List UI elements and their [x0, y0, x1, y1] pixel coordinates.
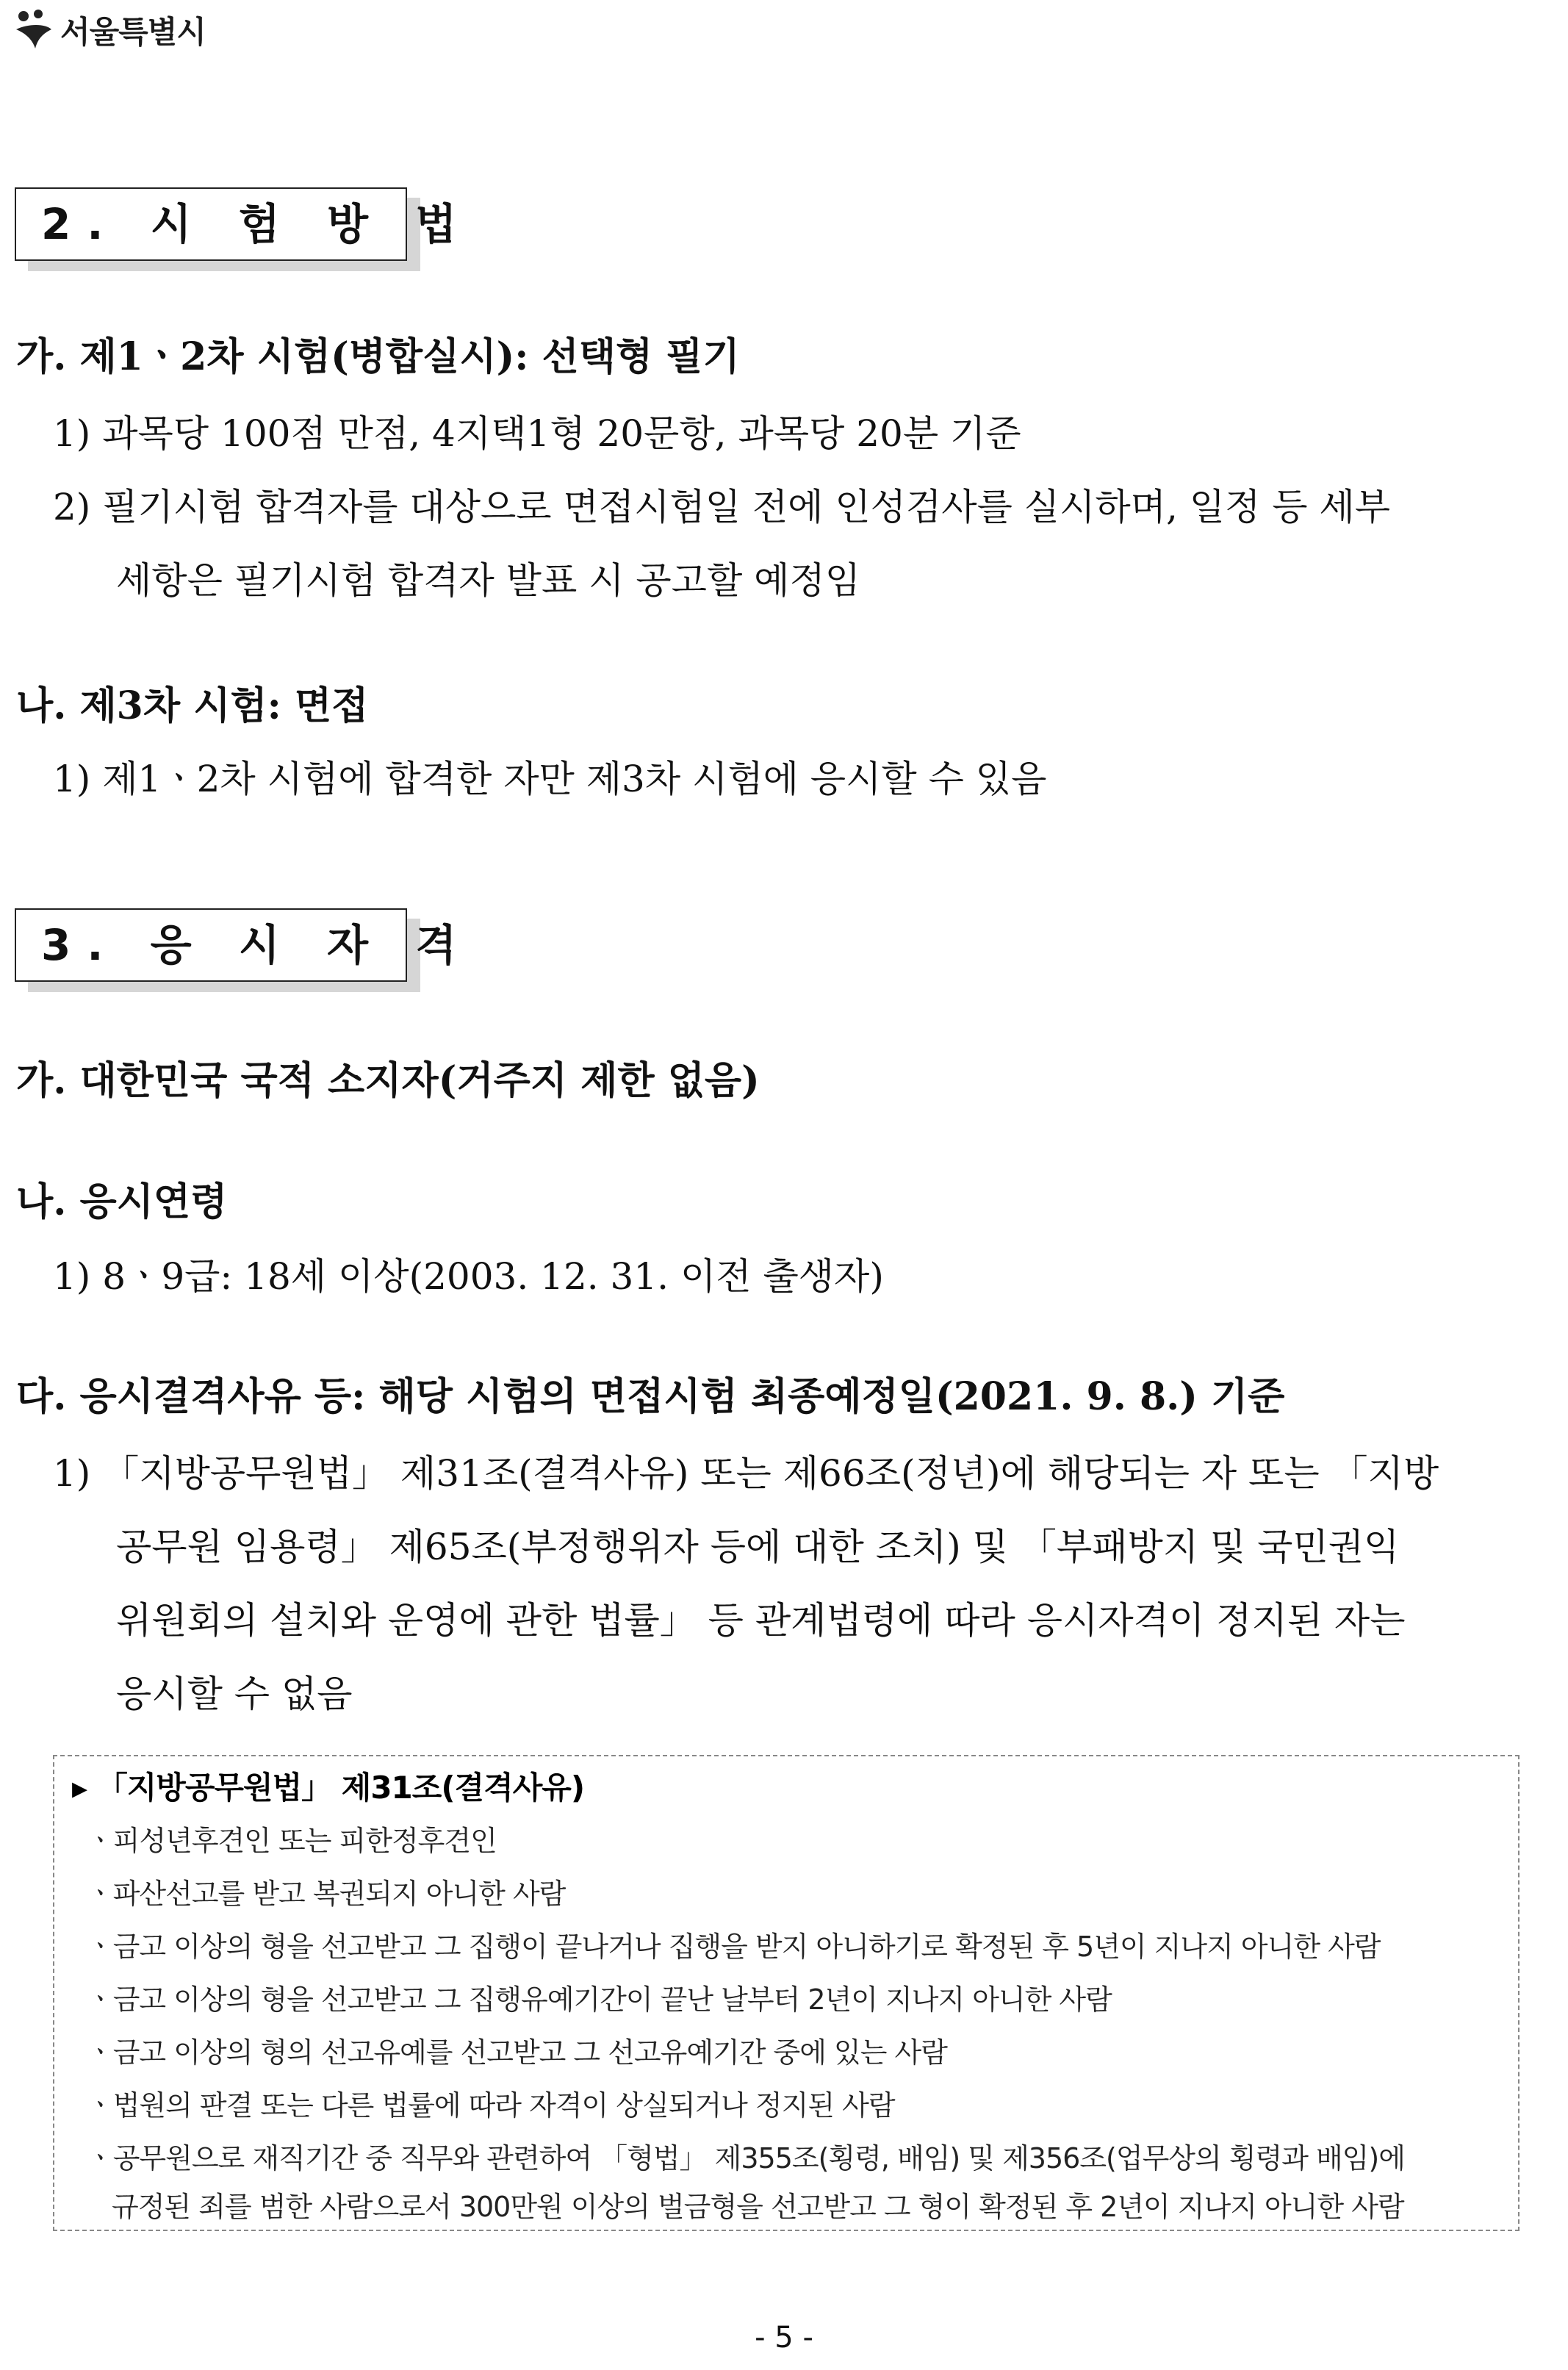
note-item: ㆍ법원의 판결 또는 다른 법률에 따라 자격이 상실되거나 정지된 사람 [87, 2089, 895, 2122]
item-line: 세항은 필기시험 합격자 발표 시 공고할 예정임 [116, 559, 861, 602]
item-line: 2) 필기시험 합격자를 대상으로 면접시험일 전에 인성검사를 실시하며, 일정 등 세부 [53, 486, 1391, 528]
section-heading-3 [15, 908, 473, 982]
note-item: ㆍ금고 이상의 형의 선고유예를 선고받고 그 선고유예기간 중에 있는 사람 [87, 2036, 947, 2069]
section-title: 2. 시 험 방 법 [15, 187, 407, 261]
item-line: 공무원 임용령」 제65조(부정행위자 등에 대한 조치) 및 「부패방지 및 국민권익 [116, 1526, 1400, 1568]
note-item: ㆍ공무원으로 재직기간 중 직무와 관련하여 「형법」 제355조(횡령, 배임) 및 제356조(업무상의 횡령과 배임)에 [87, 2142, 1405, 2175]
note-item: ㆍ금고 이상의 형을 선고받고 그 집행이 끝나거나 집행을 받지 아니하기로 확정된 후 5년이 지나지 아니한 사람 [87, 1931, 1381, 1963]
item-line: 응시할 수 없음 [116, 1673, 353, 1715]
item-label: 가. 제1ㆍ2차 시험(병합실시): 선택형 필기 [16, 334, 740, 379]
item-label: 다. 응시결격사유 등: 해당 시험의 면접시험 최종예정일(2021. 9. 8.) 기준 [16, 1374, 1285, 1419]
section-heading-2 [15, 187, 473, 261]
item-label: 가. 대한민국 국적 소지자(거주지 제한 없음) [16, 1058, 760, 1103]
item-line: 1) 「지방공무원법」 제31조(결격사유) 또는 제66조(정년)에 해당되는 자 또는 「지방 [53, 1452, 1439, 1495]
note-item-continued: 규정된 죄를 범한 사람으로서 300만원 이상의 벌금형을 선고받고 그 형이 확정된 후 2년이 지나지 아니한 사람 [112, 2191, 1404, 2223]
note-item: ㆍ금고 이상의 형을 선고받고 그 집행유예기간이 끝난 날부터 2년이 지나지 아니한 사람 [87, 1983, 1112, 2016]
disqualification-note-box [53, 1755, 1520, 2231]
header-logo [12, 4, 206, 56]
item-line: 위원회의 설치와 운영에 관한 법률」 등 관계법령에 따라 응시자격이 정지된 자는 [116, 1599, 1406, 1642]
item-line: 1) 제1ㆍ2차 시험에 합격한 자만 제3차 시험에 응시할 수 있음 [53, 758, 1047, 800]
note-item: ㆍ피성년후견인 또는 피한정후견인 [87, 1825, 497, 1857]
item-label: 나. 제3차 시험: 면접 [16, 683, 369, 728]
item-label: 나. 응시연령 [16, 1179, 228, 1224]
item-line: 1) 8ㆍ9급: 18세 이상(2003. 12. 31. 이전 출생자) [53, 1255, 884, 1298]
item-line: 1) 과목당 100점 만점, 4지택1형 20문항, 과목당 20분 기준 [53, 412, 1021, 455]
org-name: 서울특별시 [60, 14, 206, 50]
note-title: ▸ 「지방공무원법」 제31조(결격사유) [72, 1770, 585, 1806]
seoul-logo-icon [12, 7, 56, 53]
page-number: - 5 - [755, 2321, 813, 2355]
note-item: ㆍ파산선고를 받고 복권되지 아니한 사람 [87, 1878, 566, 1910]
section-title: 3. 응 시 자 격 [15, 908, 407, 982]
